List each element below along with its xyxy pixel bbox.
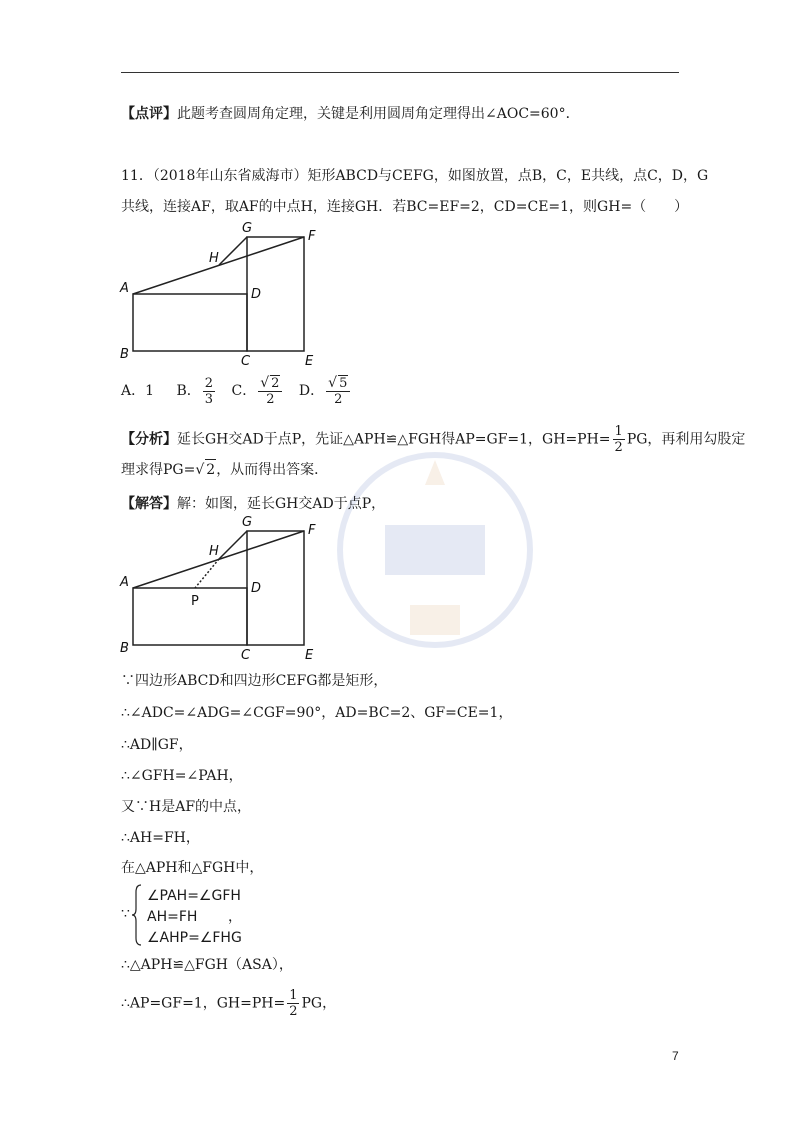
label-c-2: C: [241, 648, 251, 663]
question-line-2: 共线，连接AF，取AF的中点H，连接GH．若BC=EF=2，CD=CE=1，则GH=（ ）: [121, 199, 689, 215]
option-b-num: 2: [204, 375, 214, 391]
option-d-radicand: 5: [339, 376, 348, 391]
analysis-radicand: 2: [205, 459, 216, 480]
proof-line-5: 又∵H是AF的中点，: [121, 799, 252, 815]
options-row: [121, 374, 352, 408]
proof-line-8: ∴△APH≌△FGH（ASA），: [121, 957, 293, 973]
label-h-2: H: [209, 544, 219, 559]
proof-line-9: [121, 988, 336, 1019]
option-c-den: 2: [266, 392, 275, 407]
proof-fraction: [287, 988, 299, 1019]
figure-1: [115, 220, 325, 370]
solution-tag: 【解答】: [121, 496, 177, 512]
figure-2: [115, 515, 325, 665]
analysis-text-c: 理求得PG=: [121, 462, 196, 478]
analysis-frac-den: 2: [614, 440, 623, 455]
label-d-2: D: [251, 581, 262, 596]
comment-prev: [121, 104, 580, 124]
option-b-label: B．: [176, 383, 201, 399]
label-f-2: F: [308, 523, 316, 538]
solution-intro-text: 解：如图，延长GH交AD于点P，: [177, 496, 386, 512]
label-p-2: P: [191, 594, 199, 609]
page-number: 7: [672, 1049, 679, 1063]
label-b: B: [120, 347, 129, 362]
analysis-text-a: 延长GH交AD于点P，先证△APH≌△FGH得AP=GF=1，GH=PH=: [177, 431, 611, 448]
option-a-value: 1: [145, 383, 155, 399]
comment-text: 此题考查圆周角定理，关键是利用圆周角定理得出∠AOC=60°．: [177, 106, 580, 122]
analysis-fraction: [613, 424, 625, 455]
rect-abcd: [133, 294, 247, 351]
label-a-2: A: [120, 575, 129, 590]
analysis-line-1: [121, 424, 745, 455]
because-symbol: ∵: [121, 906, 130, 922]
label-e-2: E: [305, 648, 314, 663]
label-f: F: [308, 229, 316, 244]
condition-1: ∠PAH=∠GFH: [147, 888, 241, 904]
watermark-logo: [330, 440, 540, 680]
comment-tag: 【点评】: [121, 106, 177, 122]
proof-line-3: ∴AD∥GF，: [121, 737, 193, 753]
analysis-tag: 【分析】: [121, 431, 177, 448]
option-d-label: D．: [298, 383, 325, 399]
proof-line-9-b: PG，: [301, 995, 337, 1012]
label-g-2: G: [242, 515, 253, 530]
label-h: H: [209, 251, 219, 266]
analysis-text-d: ，从而得出答案．: [216, 462, 329, 478]
proof-line-9-a: ∴AP=GF=1，GH=PH=: [121, 995, 286, 1012]
proof-frac-den: 2: [289, 1004, 298, 1019]
option-d-fraction: [326, 375, 350, 407]
label-c: C: [241, 354, 251, 369]
condition-comma: ，: [228, 909, 242, 925]
condition-3: ∠AHP=∠FHG: [147, 930, 242, 946]
analysis-line-2: 理求得PG=√ 2，从而得出答案．: [121, 459, 328, 480]
label-g: G: [242, 221, 253, 236]
option-a-label: A．: [121, 383, 146, 399]
label-e: E: [305, 354, 314, 369]
analysis-frac-num: 1: [614, 424, 623, 439]
option-c-fraction: [258, 375, 282, 407]
proof-line-4: ∴∠GFH=∠PAH，: [121, 768, 243, 784]
label-d: D: [251, 287, 262, 302]
label-b-2: B: [120, 641, 129, 656]
question-line-1: 11．（2018年山东省威海市）矩形ABCD与CEFG，如图放置，点B，C，E共线，点C，D，G: [121, 168, 709, 184]
proof-frac-num: 1: [289, 988, 298, 1003]
proof-line-6: ∴AH=FH，: [121, 830, 200, 846]
proof-line-7: 在△APH和△FGH中，: [121, 860, 264, 876]
option-c-num: √ 2: [258, 375, 282, 392]
proof-line-2: ∴∠ADC=∠ADG=∠CGF=90°，AD=BC=2、GF=CE=1，: [121, 705, 513, 721]
rect-abcd-2: [133, 588, 247, 645]
proof-line-1: ∵四边形ABCD和四边形CEFG都是矩形，: [121, 673, 388, 689]
analysis-text-b: PG，再利用勾股定: [626, 431, 746, 448]
option-c-radicand: 2: [271, 376, 280, 391]
condition-2: AH=FH: [147, 909, 198, 925]
option-c-label: C．: [231, 383, 257, 399]
option-b-den: 3: [204, 391, 214, 407]
header-rule: [121, 72, 679, 73]
option-b-fraction: [203, 376, 215, 407]
option-d-num: √ 5: [326, 375, 350, 392]
option-d-den: 2: [334, 392, 343, 407]
solution-intro: [121, 494, 385, 514]
brace-icon: [132, 884, 142, 946]
label-a: A: [120, 281, 129, 296]
